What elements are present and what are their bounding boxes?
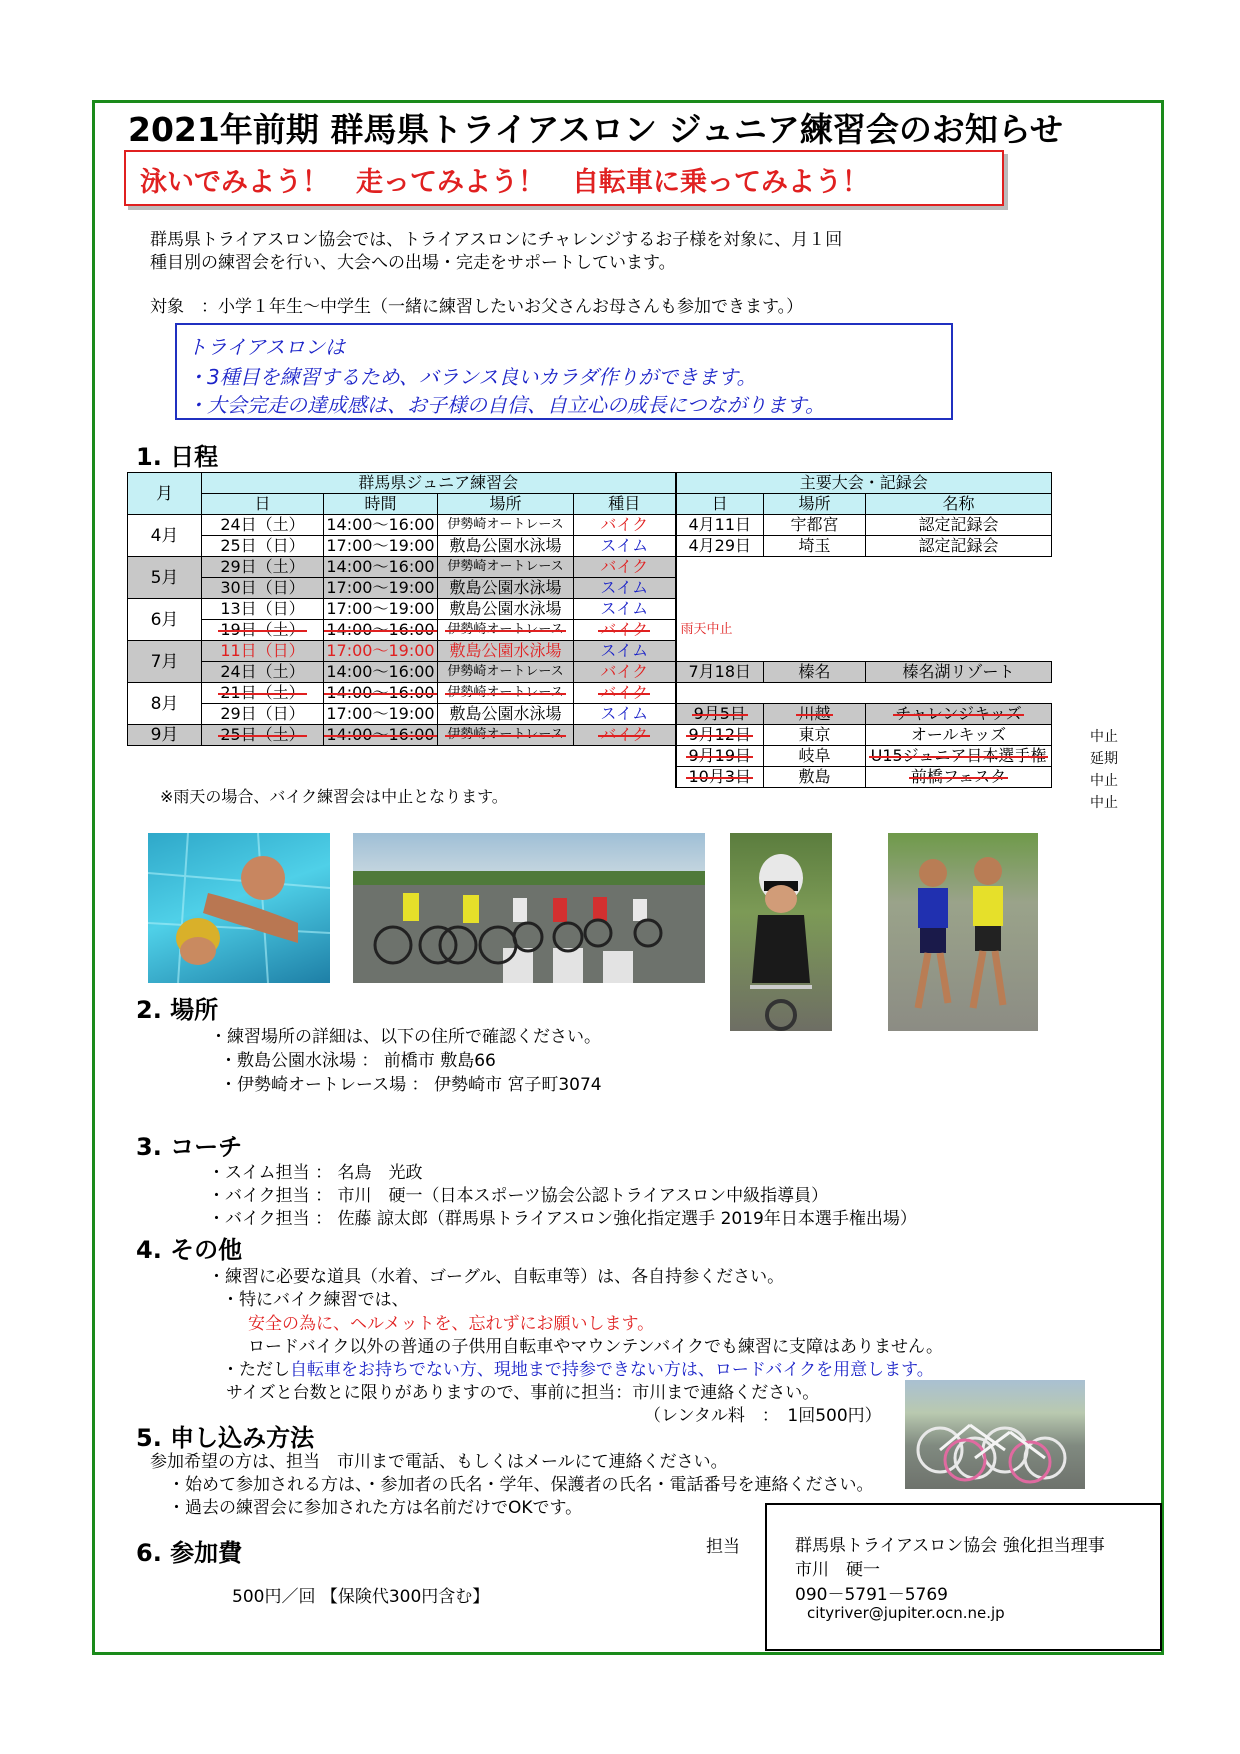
row-place: 伊勢崎オートレース (438, 662, 574, 683)
table-row (128, 725, 1052, 746)
major-name: チャレンジキッズ (895, 704, 1022, 723)
contact-phone: 090－5791－5769 (795, 1585, 948, 1605)
about-line-1: ・3種目を練習するため、バランス良いカラダ作りができます。 (187, 365, 757, 389)
row-time: 17:00～19:00 (324, 578, 438, 599)
table-row (128, 557, 1052, 578)
rain-cancel-note: 雨天中止 (680, 622, 733, 637)
col-date: 日 (202, 494, 324, 515)
section-apply-heading: 5. 申し込み方法 (136, 1424, 315, 1452)
empty-cell (676, 578, 1052, 599)
row-time: 17:00～19:00 (324, 641, 438, 662)
month-cell: 6月 (128, 599, 202, 641)
row-event: バイク (574, 662, 676, 683)
section-place-heading: 2. 場所 (136, 996, 219, 1024)
other-line-4: ロードバイク以外の普通の子供用自転車やマウンテンバイクでも練習に支障はありません。 (248, 1337, 943, 1357)
row-place: 伊勢崎オートレース (438, 515, 574, 536)
row-date: 21日（土） (220, 683, 305, 702)
table-row (128, 599, 1052, 620)
major-date: 9月12日 (688, 725, 752, 744)
section-coach-heading: 3. コーチ (136, 1133, 243, 1161)
fee-text: 500円／回 【保険代300円含む】 (232, 1587, 490, 1607)
about-line-2: ・大会完走の達成感は、お子様の自信、自立心の成長につながります。 (187, 393, 825, 417)
major-name: 前橋フェスタ (910, 767, 1007, 786)
junior-header: 群馬県ジュニア練習会 (202, 473, 676, 494)
rental-bike-notice: 自転車をお持ちでない方、現地まで持参できない方は、ロードバイクを用意します。 (290, 1360, 934, 1380)
major-note: 中止 (1090, 773, 1118, 789)
row-time: 14:00～16:00 (326, 683, 435, 702)
table-row (128, 662, 1052, 683)
month-cell: 9月 (128, 725, 202, 746)
major-place: 東京 (764, 725, 866, 746)
coach-line-3: ・バイク担当 ： 佐藤 諒太郎（群馬県トライアスロン強化指定選手 2019年日本選手権出場） (208, 1209, 917, 1229)
table-row (128, 746, 1052, 767)
row-date: 24日（土） (202, 515, 324, 536)
place-line-3: ・伊勢崎オートレース場 ： 伊勢崎市 宮子町3074 (220, 1075, 602, 1095)
row-place: 敷島公園水泳場 (438, 578, 574, 599)
row-event: スイム (574, 704, 676, 725)
row-place: 敷島公園水泳場 (438, 641, 574, 662)
schedule-footnote: ※雨天の場合、バイク練習会は中止となります。 (160, 787, 508, 806)
schedule-table (127, 472, 1052, 788)
row-event: スイム (574, 641, 676, 662)
about-box (175, 323, 953, 420)
swim-photo (148, 833, 330, 983)
major-date: 9月19日 (688, 746, 752, 765)
row-date: 13日（日） (202, 599, 324, 620)
empty-cell (676, 641, 1052, 662)
girl-bike-photo (730, 833, 832, 1031)
month-cell: 5月 (128, 557, 202, 599)
month-cell: 7月 (128, 641, 202, 683)
place-line-1: ・練習場所の詳細は、以下の住所で確認ください。 (210, 1027, 601, 1047)
contact-email: cityriver@jupiter.ocn.ne.jp (807, 1604, 1005, 1622)
intro-line-2: 種目別の練習会を行い、大会への出場・完走をサポートしています。 (150, 253, 676, 273)
major-name: 認定記録会 (866, 536, 1052, 557)
major-name: 認定記録会 (866, 515, 1052, 536)
major-place: 川越 (798, 704, 831, 723)
other-line-5-prefix: ・ただし (222, 1360, 290, 1380)
col-major-place: 場所 (764, 494, 866, 515)
rental-fee: （レンタル料 ： 1回500円） (644, 1406, 882, 1426)
month-cell: 4月 (128, 515, 202, 557)
place-line-2: ・敷島公園水泳場 ： 前橋市 敷島66 (220, 1051, 496, 1071)
row-date: 29日（土） (202, 557, 324, 578)
table-row (128, 515, 1052, 536)
major-name: 榛名湖リゾート (866, 662, 1052, 683)
table-row (128, 620, 1052, 641)
major-header: 主要大会・記録会 (676, 473, 1052, 494)
row-time: 14:00～16:00 (324, 557, 438, 578)
row-event: スイム (574, 536, 676, 557)
month-cell: 8月 (128, 683, 202, 725)
contact-box (765, 1503, 1162, 1651)
row-date: 25日（土） (220, 725, 305, 744)
col-major-date: 日 (676, 494, 764, 515)
major-note: 延期 (1090, 751, 1118, 767)
other-line-2: ・特にバイク練習では、 (222, 1290, 409, 1310)
table-row (128, 536, 1052, 557)
row-event: バイク (600, 725, 649, 744)
coach-line-1: ・スイム担当 ： 名鳥 光政 (208, 1163, 423, 1183)
row-time: 14:00～16:00 (324, 515, 438, 536)
row-place: 敷島公園水泳場 (438, 536, 574, 557)
row-date: 11日（日） (202, 641, 324, 662)
row-event: バイク (600, 683, 649, 702)
contact-name: 市川 硬一 (795, 1560, 880, 1580)
major-date: 10月3日 (688, 767, 752, 786)
row-date: 19日（土） (220, 620, 305, 639)
row-event: スイム (574, 599, 676, 620)
major-place: 埼玉 (764, 536, 866, 557)
row-place: 敷島公園水泳場 (438, 599, 574, 620)
other-line-1: ・練習に必要な道具（水着、ゴーグル、自転車等）は、各自持参ください。 (208, 1267, 785, 1287)
bike-group-photo (353, 833, 705, 983)
row-place: 伊勢崎オートレース (438, 557, 574, 578)
slogan-text: 泳いでみよう！ 走ってみよう！ 自転車に乗ってみよう！ (140, 167, 869, 198)
table-row (128, 641, 1052, 662)
section-other-heading: 4. その他 (136, 1236, 243, 1264)
slogan-box (124, 150, 1004, 206)
major-place: 岐阜 (764, 746, 866, 767)
row-date: 25日（日） (202, 536, 324, 557)
row-event: スイム (574, 578, 676, 599)
empty-cell (676, 683, 1052, 704)
col-place: 場所 (438, 494, 574, 515)
empty-cell (676, 599, 1052, 620)
rental-bikes-photo (905, 1380, 1085, 1489)
col-major-name: 名称 (866, 494, 1052, 515)
other-line-6: サイズと台数とに限りがありますので、事前に担当：市川まで連絡ください。 (226, 1383, 820, 1403)
major-note: 中止 (1090, 729, 1118, 745)
page-title: 2021年前期 群馬県トライアスロン ジュニア練習会のお知らせ (128, 110, 1063, 149)
major-date: 9月5日 (693, 704, 746, 723)
major-place: 宇都宮 (764, 515, 866, 536)
row-date: 30日（日） (202, 578, 324, 599)
apply-line-3: ・過去の練習会に参加された方は名前だけでOKです。 (168, 1498, 583, 1518)
intro-line-1: 群馬県トライアスロン協会では、トライアスロンにチャレンジするお子様を対象に、月１回 (150, 230, 843, 250)
row-time: 17:00～19:00 (324, 704, 438, 725)
section-schedule-heading: 1. 日程 (136, 443, 219, 471)
contact-org: 群馬県トライアスロン協会 強化担当理事 (795, 1536, 1105, 1556)
row-place: 伊勢崎オートレース (447, 727, 564, 742)
major-place: 敷島 (764, 767, 866, 788)
row-date: 29日（日） (202, 704, 324, 725)
target-text: 対象 ：小学１年生～中学生（一緒に練習したいお父さんお母さんも参加できます。） (150, 297, 804, 317)
apply-line-1: 参加希望の方は、担当 市川まで電話、もしくはメールにて連絡ください。 (150, 1452, 728, 1472)
row-place: 伊勢崎オートレース (447, 622, 564, 637)
row-place: 伊勢崎オートレース (447, 685, 564, 700)
coach-line-2: ・バイク担当 ： 市川 硬一（日本スポーツ協会公認トライアスロン中級指導員） (208, 1186, 829, 1206)
row-time: 14:00～16:00 (326, 725, 435, 744)
helmet-warning: 安全の為に、ヘルメットを、忘れずにお願いします。 (248, 1314, 655, 1334)
contact-label: 担当 (706, 1537, 740, 1557)
major-name: U15ジュニア日本選手権 (870, 746, 1047, 765)
row-event: バイク (600, 620, 649, 639)
table-row (128, 578, 1052, 599)
month-header: 月 (128, 473, 202, 515)
major-date: 4月29日 (676, 536, 764, 557)
section-fee-heading: 6. 参加費 (136, 1539, 243, 1567)
row-place: 敷島公園水泳場 (438, 704, 574, 725)
major-date: 4月11日 (676, 515, 764, 536)
major-place: 榛名 (764, 662, 866, 683)
run-photo (888, 833, 1038, 1031)
major-name: オールキッズ (866, 725, 1052, 746)
row-time: 17:00～19:00 (324, 536, 438, 557)
major-date: 7月18日 (676, 662, 764, 683)
table-row (128, 683, 1052, 704)
major-note: 中止 (1090, 795, 1118, 811)
row-event: バイク (574, 515, 676, 536)
col-event: 種目 (574, 494, 676, 515)
row-date: 24日（土） (202, 662, 324, 683)
col-time: 時間 (324, 494, 438, 515)
row-time: 17:00～19:00 (324, 599, 438, 620)
other-line-5 (222, 1355, 934, 1380)
row-time: 14:00～16:00 (326, 620, 435, 639)
empty-cell (676, 557, 1052, 578)
about-title: トライアスロンは (187, 335, 345, 359)
table-row (128, 704, 1052, 725)
apply-line-2: ・始めて参加される方は、・参加者の氏名・学年、保護者の氏名・電話番号を連絡ください。 (168, 1475, 874, 1495)
row-time: 14:00～16:00 (324, 662, 438, 683)
row-event: バイク (574, 557, 676, 578)
